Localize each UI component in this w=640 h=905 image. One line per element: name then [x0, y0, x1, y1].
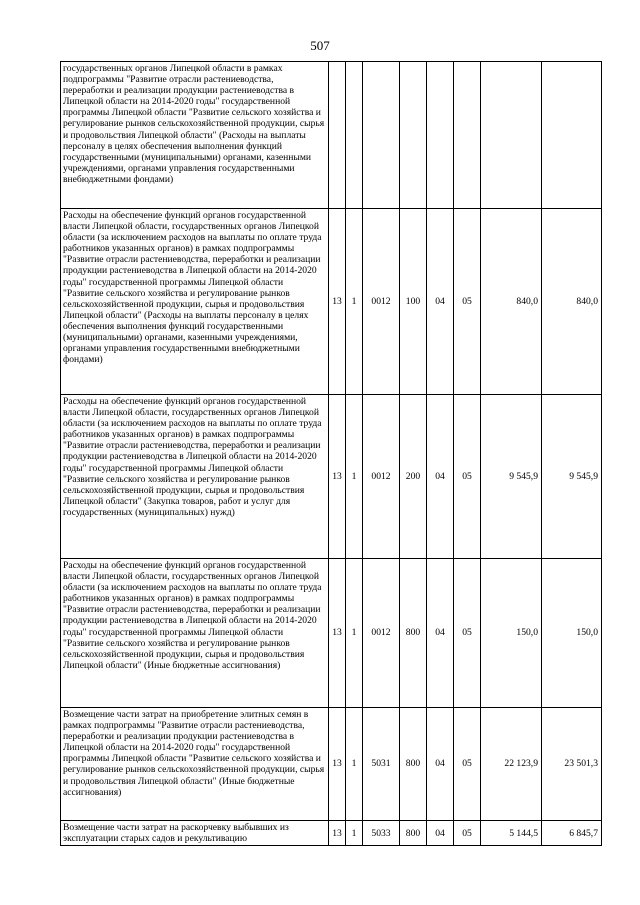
code-cell: 04 — [427, 559, 454, 708]
code-cell: 1 — [346, 559, 363, 708]
code-cell: 04 — [427, 821, 454, 846]
row-description: государственных органов Липецкой области в рамках подпрограммы "Развитие отрасли растениеводства, переработки и реализации продукции растениеводства в Липецкой области на 2014-2020 годы" государственной программы Липецкой области "Развитие сельского хозяйства и регулирование рынков сельскохозяйственной продукции, сырья и продовольствия Липецкой области" (Расходы на выплаты персоналу в целях обеспечения выполнения функций государственными (муниципальными) органами, казенными учреждениями, органами управления государственными внебюджетными фондами) — [61, 62, 329, 209]
amount-cell-2: 840,0 — [542, 209, 602, 395]
amount-cell-1: 5 144,5 — [481, 821, 542, 846]
code-cell: 100 — [400, 209, 427, 395]
code-cell: 13 — [329, 395, 346, 559]
table-row — [61, 821, 602, 846]
amount-cell-1 — [481, 62, 542, 209]
code-cell: 1 — [346, 209, 363, 395]
code-cell: 05 — [454, 821, 481, 846]
code-cell: 13 — [329, 708, 346, 821]
code-cell: 04 — [427, 395, 454, 559]
code-cell: 05 — [454, 209, 481, 395]
code-cell: 5031 — [363, 708, 400, 821]
row-description: Расходы на обеспечение функций органов государственной власти Липецкой области, государственных органов Липецкой области (за исключением расходов на выплаты по оплате труда работников указанных органов) в рамках подпрограммы "Развитие отрасли растениеводства, переработки и реализации продукции растениеводства в Липецкой области на 2014-2020 годы" государственной программы Липецкой области "Развитие сельского хозяйства и регулирование рынков сельскохозяйственной продукции, сырья и продовольствия Липецкой области" (Закупка товаров, работ и услуг для государственных (муниципальных) нужд) — [61, 395, 329, 559]
code-cell: 800 — [400, 821, 427, 846]
amount-cell-1: 9 545,9 — [481, 395, 542, 559]
amount-cell-1: 840,0 — [481, 209, 542, 395]
code-cell — [363, 62, 400, 209]
row-description: Расходы на обеспечение функций органов государственной власти Липецкой области, государственных органов Липецкой области (за исключением расходов на выплаты по оплате труда работников указанных органов) в рамках подпрограммы "Развитие отрасли растениеводства, переработки и реализации продукции растениеводства в Липецкой области на 2014-2020 годы" государственной программы Липецкой области "Развитие сельского хозяйства и регулирование рынков сельскохозяйственной продукции, сырья и продовольствия Липецкой области" (Иные бюджетные ассигнования) — [61, 559, 329, 708]
code-cell: 05 — [454, 395, 481, 559]
amount-cell-2: 9 545,9 — [542, 395, 602, 559]
budget-table — [60, 61, 602, 846]
code-cell — [454, 62, 481, 209]
page-number: 507 — [310, 38, 330, 53]
table-row — [61, 209, 602, 395]
code-cell: 200 — [400, 395, 427, 559]
code-cell — [329, 62, 346, 209]
row-description: Возмещение части затрат на приобретение элитных семян в рамках подпрограммы "Развитие отрасли растениеводства, переработки и реализации продукции растениеводства в Липецкой области на 2014-2020 годы" государственной программы Липецкой области "Развитие сельского хозяйства и регулирование рынков сельскохозяйственной продукции, сырья и продовольствия Липецкой области" (Иные бюджетные ассигнования) — [61, 708, 329, 821]
amount-cell-2: 150,0 — [542, 559, 602, 708]
code-cell — [427, 62, 454, 209]
code-cell: 1 — [346, 821, 363, 846]
table-row — [61, 395, 602, 559]
amount-cell-2: 6 845,7 — [542, 821, 602, 846]
amount-cell-2 — [542, 62, 602, 209]
table-row — [61, 708, 602, 821]
code-cell: 04 — [427, 209, 454, 395]
code-cell — [400, 62, 427, 209]
code-cell: 0012 — [363, 395, 400, 559]
row-description: Расходы на обеспечение функций органов государственной власти Липецкой области, государственных органов Липецкой области (за исключением расходов на выплаты по оплате труда работников указанных органов) в рамках подпрограммы "Развитие отрасли растениеводства, переработки и реализации продукции растениеводства в Липецкой области на 2014-2020 годы" государственной программы Липецкой области "Развитие сельского хозяйства и регулирование рынков сельскохозяйственной продукции, сырья и продовольствия Липецкой области" (Расходы на выплаты персоналу в целях обеспечения выполнения функций государственными (муниципальными) органами, казенными учреждениями, органами управления государственными внебюджетными фондами) — [61, 209, 329, 395]
table-row — [61, 559, 602, 708]
table-row — [61, 62, 602, 209]
amount-cell-1: 150,0 — [481, 559, 542, 708]
code-cell: 800 — [400, 559, 427, 708]
amount-cell-2: 23 501,3 — [542, 708, 602, 821]
code-cell: 1 — [346, 395, 363, 559]
code-cell: 04 — [427, 708, 454, 821]
code-cell: 05 — [454, 708, 481, 821]
code-cell: 0012 — [363, 559, 400, 708]
code-cell: 05 — [454, 559, 481, 708]
row-description: Возмещение части затрат на раскорчевку выбывших из эксплуатации старых садов и рекультивацию — [61, 821, 329, 846]
code-cell: 800 — [400, 708, 427, 821]
code-cell — [346, 62, 363, 209]
code-cell: 13 — [329, 559, 346, 708]
code-cell: 5033 — [363, 821, 400, 846]
code-cell: 13 — [329, 821, 346, 846]
code-cell: 0012 — [363, 209, 400, 395]
amount-cell-1: 22 123,9 — [481, 708, 542, 821]
code-cell: 1 — [346, 708, 363, 821]
code-cell: 13 — [329, 209, 346, 395]
